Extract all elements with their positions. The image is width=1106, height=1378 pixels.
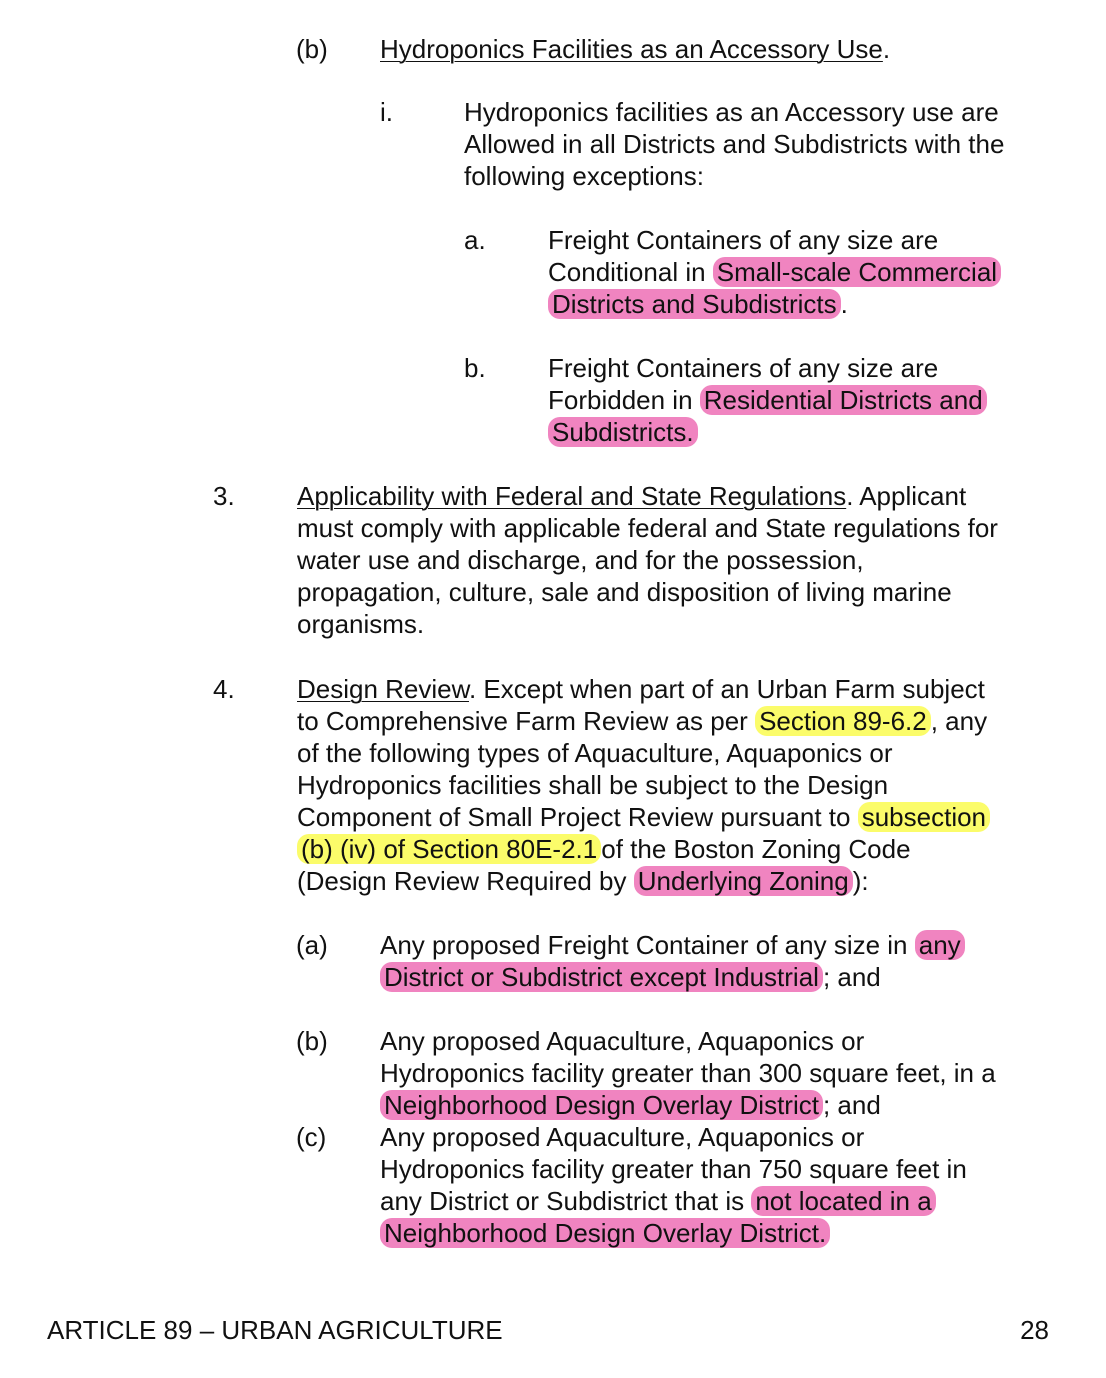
text-line [548,288,1001,320]
text-fragment: Forbidden in [548,385,700,415]
text-line [297,480,998,512]
item-text [548,224,1001,320]
item-text [464,96,1004,192]
text-line [380,1089,996,1121]
text-line: following exceptions: [464,161,704,191]
text-fragment: ): [852,866,869,896]
yellow-highlight: subsection [858,802,990,832]
yellow-highlight: Section 89-6.2 [755,706,931,736]
text-line [380,1217,967,1249]
text-fragment: . [840,289,848,319]
text-line [297,705,990,737]
text-line [380,961,965,993]
text-fragment: to Comprehensive Farm Review as per [297,706,756,736]
text-line: must comply with applicable federal and State regulations for [297,513,998,543]
item-text [380,1121,967,1249]
pink-highlight: Underlying Zoning [634,866,853,896]
footer-article-title: ARTICLE 89 – URBAN AGRICULTURE [47,1315,503,1345]
text-line: Hydroponics facilities shall be subject to the Design [297,770,889,800]
section-title: Design Review [297,674,469,704]
text-fragment: ; and [822,1090,881,1120]
text-line: Freight Containers of any size are [548,225,939,255]
pink-highlight: Subdistricts. [548,417,698,447]
text-line [297,673,990,705]
text-fragment: , any [930,706,988,736]
list-marker: (b) [296,1026,328,1056]
pink-highlight: Districts and Subdistricts [548,289,841,319]
list-marker: b. [464,353,486,383]
text-line: Allowed in all Districts and Subdistricts with the [464,129,1005,159]
section-text [297,480,998,640]
item-text [548,352,987,448]
text-line: Hydroponics facilities as an Accessory use are [464,97,999,127]
text-fragment: (Design Review Required by [297,866,634,896]
pink-highlight: Small-scale Commercial [713,257,1001,287]
yellow-highlight: (b) (iv) of Section 80E-2.1 [297,834,601,864]
text-line [380,929,965,961]
list-marker: (b) [296,34,328,64]
item-text [380,1025,996,1121]
text-line [297,833,990,865]
text-line [297,801,990,833]
text-fragment: any District or Subdistrict that is [380,1186,752,1216]
text-line [297,865,990,897]
text-fragment: of the Boston Zoning Code [601,834,911,864]
text-line [548,256,1001,288]
section-title: Applicability with Federal and State Regulations [297,481,847,511]
footer-page-number: 28 [1020,1315,1049,1345]
title-period: . [882,34,891,64]
pink-highlight: Neighborhood Design Overlay District. [380,1218,830,1248]
text-fragment: ; and [822,962,881,992]
text-line: water use and discharge, and for the possession, [297,545,864,575]
text-line: organisms. [297,609,425,639]
text-line [380,1185,967,1217]
text-fragment: . Except when part of an Urban Farm subject [468,674,985,704]
text-line: Hydroponics facility greater than 750 square feet in [380,1154,967,1184]
text-fragment: Any proposed Freight Container of any size in [380,930,915,960]
text-fragment: Conditional in [548,257,713,287]
text-line: Any proposed Aquaculture, Aquaponics or [380,1122,865,1152]
text-line: Freight Containers of any size are [548,353,939,383]
text-line: Any proposed Aquaculture, Aquaponics or [380,1026,865,1056]
text-line [548,384,987,416]
section-text [297,673,990,897]
text-fragment: Component of Small Project Review pursuant to [297,802,858,832]
text-line [548,416,987,448]
pink-highlight: not located in a [751,1186,935,1216]
pink-highlight: District or Subdistrict except Industrial [380,962,823,992]
list-marker: (a) [296,930,328,960]
item-text [380,929,965,993]
list-marker: (c) [296,1122,327,1152]
section-heading [380,33,890,65]
text-line: propagation, culture, sale and disposition of living marine [297,577,952,607]
text-fragment: . Applicant [846,481,967,511]
pink-highlight: any [915,930,965,960]
list-marker: 3. [213,481,235,511]
pink-highlight: Residential Districts and [700,385,987,415]
list-marker: a. [464,225,486,255]
section-title: Hydroponics Facilities as an Accessory Use [380,34,883,64]
text-line: of the following types of Aquaculture, Aquaponics or [297,738,893,768]
text-line: Hydroponics facility greater than 300 square feet, in a [380,1058,996,1088]
list-marker: i. [380,97,393,127]
list-marker: 4. [213,674,235,704]
pink-highlight: Neighborhood Design Overlay District [380,1090,823,1120]
